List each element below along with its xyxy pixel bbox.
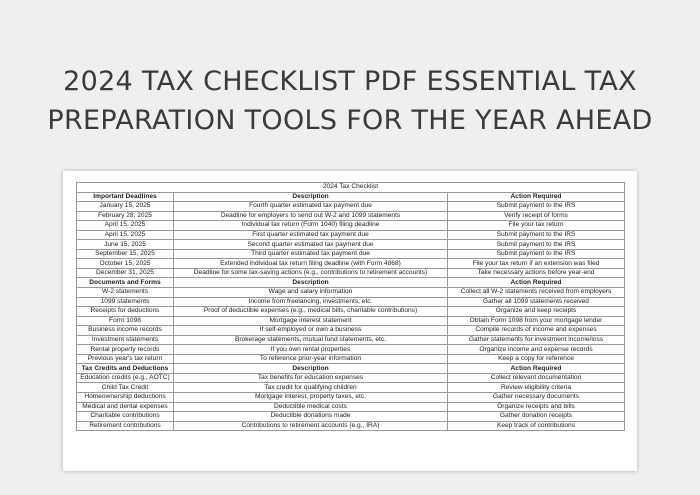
description-cell: Third quarter estimated tax payment due <box>174 249 448 259</box>
item-cell: January 15, 2025 <box>77 202 174 212</box>
table-row <box>77 402 625 412</box>
section-header-row <box>77 364 625 374</box>
table-row <box>77 373 625 383</box>
item-cell: December 31, 2025 <box>77 268 174 278</box>
action-cell: Organize income and expense records <box>448 345 625 355</box>
action-cell: Compile records of income and expenses <box>448 326 625 336</box>
action-cell: Verify receipt of forms <box>448 211 625 221</box>
description-cell: Wage and salary information <box>174 288 448 298</box>
description-cell: Tax benefits for education expenses <box>174 373 448 383</box>
description-cell: Income from freelancing, investments, etc. <box>174 297 448 307</box>
item-cell: Medical and dental expenses <box>77 402 174 412</box>
table-row <box>77 326 625 336</box>
tax-checklist-table <box>76 182 625 431</box>
description-cell: Tax credit for qualifying children <box>174 383 448 393</box>
description-cell: Deadline for some tax-saving actions (e.g., contributions to retirement accounts) <box>174 268 448 278</box>
description-cell: To reference prior-year information <box>174 354 448 364</box>
table-row <box>77 307 625 317</box>
section-header-row <box>77 192 625 202</box>
action-cell: Keep a copy for reference <box>448 354 625 364</box>
action-cell: Submit payment to the IRS <box>448 230 625 240</box>
table-row <box>77 412 625 422</box>
description-cell: Extended individual tax return filing deadline (with Form 4868) <box>174 259 448 269</box>
headline-line-2: PREPARATION TOOLS FOR THE YEAR AHEAD <box>47 105 653 136</box>
table-row <box>77 288 625 298</box>
description-cell: First quarter estimated tax payment due <box>174 230 448 240</box>
item-cell: Previous year's tax return <box>77 354 174 364</box>
item-cell: Form 1098 <box>77 316 174 326</box>
action-cell: Take necessary actions before year-end <box>448 268 625 278</box>
table-row <box>77 316 625 326</box>
item-cell: Child Tax Credit <box>77 383 174 393</box>
item-cell: Education credits (e.g., AOTC) <box>77 373 174 383</box>
section-header-row <box>77 278 625 288</box>
table-row <box>77 297 625 307</box>
page-headline <box>0 62 700 140</box>
action-cell: Gather all 1099 statements received <box>448 297 625 307</box>
item-cell: February 28, 2025 <box>77 211 174 221</box>
table-title-row <box>77 183 625 193</box>
description-cell: Fourth quarter estimated tax payment due <box>174 202 448 212</box>
table-row <box>77 221 625 231</box>
table-row <box>77 230 625 240</box>
description-cell: Individual tax return (Form 1040) filing deadline <box>174 221 448 231</box>
table-row <box>77 240 625 250</box>
table-row <box>77 268 625 278</box>
table-row <box>77 211 625 221</box>
description-cell: Contributions to retirement accounts (e.g., IRA) <box>174 421 448 431</box>
description-cell: If you own rental properties <box>174 345 448 355</box>
section-header-cell: Tax Credits and Deductions <box>77 364 174 374</box>
section-header-cell: Description <box>174 278 448 288</box>
section-header-cell: Important Deadlines <box>77 192 174 202</box>
headline-line-1: 2024 TAX CHECKLIST PDF ESSENTIAL TAX <box>63 66 637 97</box>
description-cell: Brokerage statements, mutual fund statements, etc. <box>174 335 448 345</box>
item-cell: October 15, 2025 <box>77 259 174 269</box>
action-cell: Keep track of contributions <box>448 421 625 431</box>
action-cell: Submit payment to the IRS <box>448 202 625 212</box>
table-row <box>77 345 625 355</box>
item-cell: Rental property records <box>77 345 174 355</box>
item-cell: Homeownership deductions <box>77 393 174 403</box>
section-header-cell: Description <box>174 192 448 202</box>
item-cell: Business income records <box>77 326 174 336</box>
table-title: 2024 Tax Checklist <box>77 183 625 193</box>
section-header-cell: Action Required <box>448 364 625 374</box>
description-cell: Deadline for employers to send out W-2 and 1099 statements <box>174 211 448 221</box>
table-row <box>77 259 625 269</box>
action-cell: Obtain Form 1098 from your mortgage lender <box>448 316 625 326</box>
description-cell: Second quarter estimated tax payment due <box>174 240 448 250</box>
description-cell: Proof of deductible expenses (e.g., medical bills, charitable contributions) <box>174 307 448 317</box>
action-cell: Submit payment to the IRS <box>448 249 625 259</box>
action-cell: Review eligibility criteria <box>448 383 625 393</box>
table-row <box>77 202 625 212</box>
action-cell: Collect all W-2 statements received from employers <box>448 288 625 298</box>
table-row <box>77 421 625 431</box>
table-row <box>77 335 625 345</box>
table-row <box>77 383 625 393</box>
description-cell: Mortgage interest statement <box>174 316 448 326</box>
table-row <box>77 354 625 364</box>
action-cell: Organize receipts and bills <box>448 402 625 412</box>
action-cell: Submit payment to the IRS <box>448 240 625 250</box>
item-cell: June 15, 2025 <box>77 240 174 250</box>
section-header-cell: Action Required <box>448 278 625 288</box>
item-cell: Receipts for deductions <box>77 307 174 317</box>
section-header-cell: Description <box>174 364 448 374</box>
description-cell: If self-employed or own a business <box>174 326 448 336</box>
description-cell: Mortgage interest, property taxes, etc. <box>174 393 448 403</box>
section-header-cell: Action Required <box>448 192 625 202</box>
action-cell: Organize and keep receipts <box>448 307 625 317</box>
item-cell: W-2 statements <box>77 288 174 298</box>
item-cell: September 15, 2025 <box>77 249 174 259</box>
spreadsheet-preview <box>63 171 637 471</box>
action-cell: Gather statements for investment income/loss <box>448 335 625 345</box>
description-cell: Deductible donations made <box>174 412 448 422</box>
action-cell: Gather donation receipts <box>448 412 625 422</box>
item-cell: April 15, 2025 <box>77 230 174 240</box>
item-cell: Retirement contributions <box>77 421 174 431</box>
section-header-cell: Documents and Forms <box>77 278 174 288</box>
item-cell: Charitable contributions <box>77 412 174 422</box>
item-cell: April 15, 2025 <box>77 221 174 231</box>
action-cell: File your tax return <box>448 221 625 231</box>
action-cell: Gather necessary documents <box>448 393 625 403</box>
action-cell: Collect relevant documentation <box>448 373 625 383</box>
table-row <box>77 393 625 403</box>
item-cell: Investment statements <box>77 335 174 345</box>
table-row <box>77 249 625 259</box>
description-cell: Deductible medical costs <box>174 402 448 412</box>
action-cell: File your tax return if an extension was filed <box>448 259 625 269</box>
item-cell: 1099 statements <box>77 297 174 307</box>
